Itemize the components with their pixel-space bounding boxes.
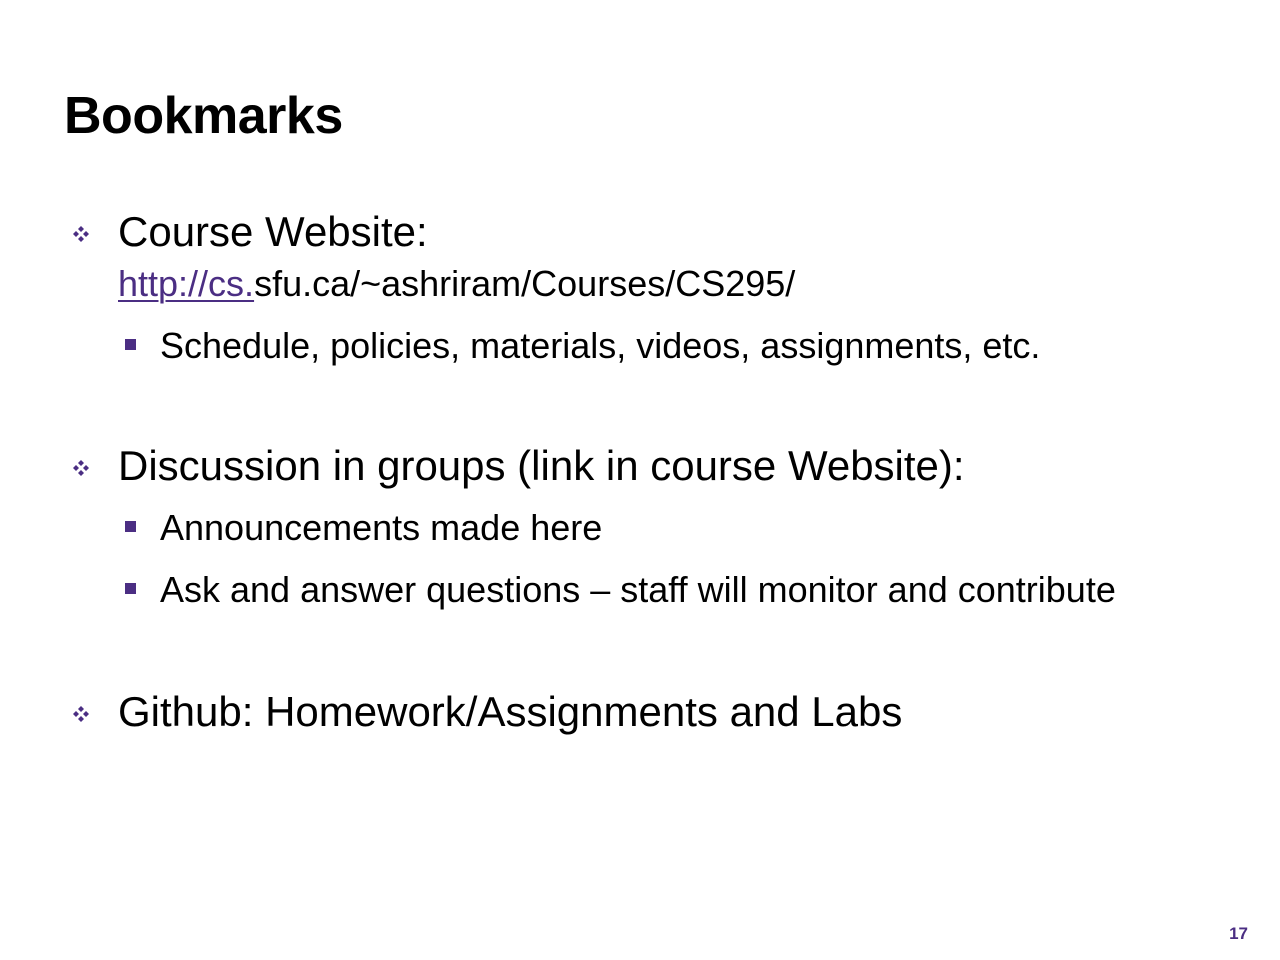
course-url-link[interactable]: http://cs. (118, 263, 255, 304)
square-bullet-icon (125, 583, 136, 594)
bullet-text: Github: Homework/Assignments and Labs (118, 688, 903, 735)
bullet-course-website (70, 206, 1250, 376)
page-number: 17 (1229, 924, 1248, 943)
slide-title: Bookmarks (64, 87, 343, 145)
subitem (125, 324, 1265, 368)
bullet-text: Course Website: (118, 208, 428, 255)
diamond-bullet-icon (70, 457, 92, 479)
subitem (125, 506, 1265, 550)
bullet-discussion-groups (70, 440, 1250, 620)
subitem (125, 568, 1265, 612)
bullet-text: Discussion in groups (link in course Website): (118, 442, 965, 489)
square-bullet-icon (125, 339, 136, 350)
bullet-github (70, 686, 1250, 742)
course-url-rest[interactable]: sfu.ca/~ashriram/Courses/CS295/ (254, 263, 796, 304)
square-bullet-icon (125, 521, 136, 532)
subitem-text: Announcements made here (160, 507, 603, 548)
diamond-bullet-icon (70, 223, 92, 245)
subitem-text: Ask and answer questions – staff will monitor and contribute (160, 569, 1116, 610)
subitem-text: Schedule, policies, materials, videos, assignments, etc. (160, 325, 1041, 366)
course-url[interactable] (118, 262, 795, 306)
diamond-bullet-icon (70, 703, 92, 725)
